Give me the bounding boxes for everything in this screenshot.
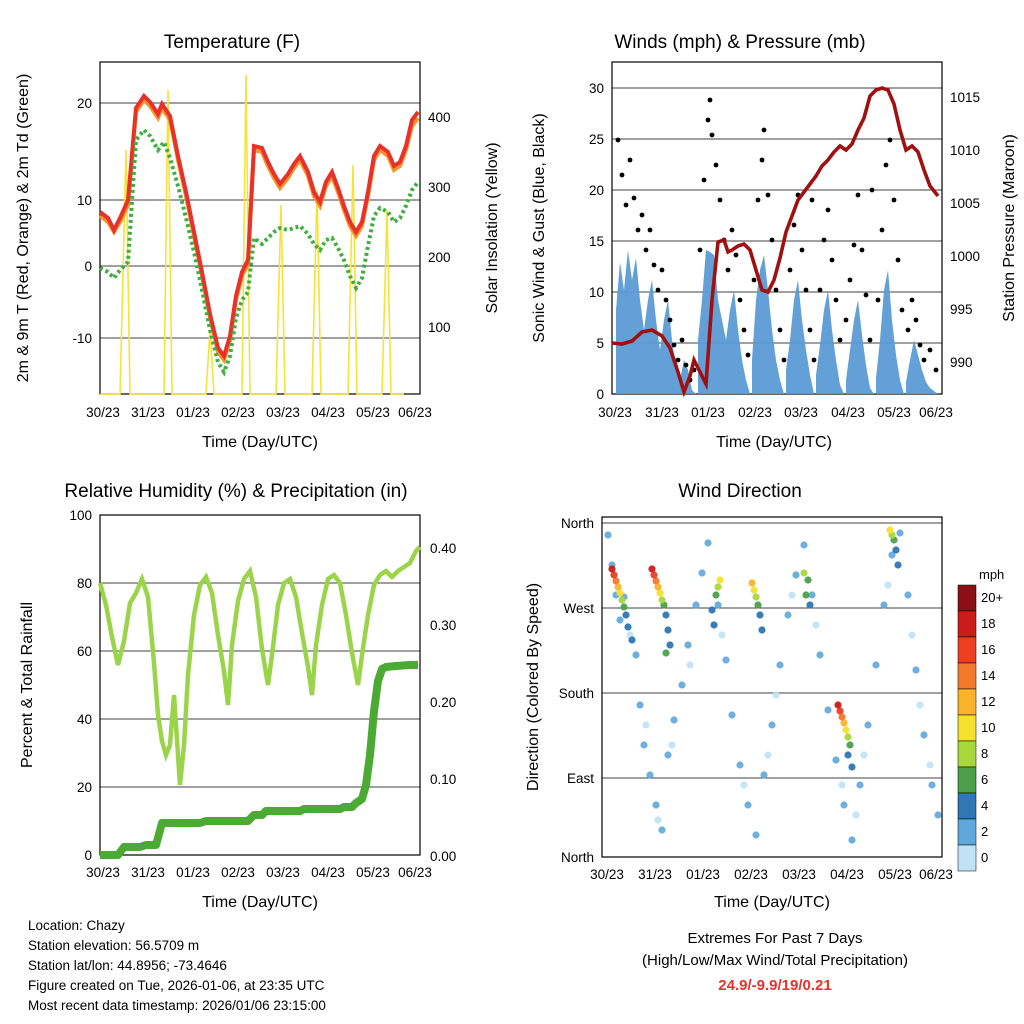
- extremes-summary: [540, 928, 1010, 997]
- winds-yticks-left: [589, 81, 604, 402]
- xtick: 03/23: [266, 405, 300, 420]
- wind-direction-yticks: [559, 516, 595, 865]
- xtick: 01/23: [691, 405, 725, 420]
- ytick-right: 995: [950, 302, 973, 317]
- wind-direction-xlabel: Time (Day/UTC): [714, 894, 830, 911]
- xtick: 30/23: [86, 405, 120, 420]
- station-metadata: [28, 916, 326, 1016]
- panel-temperature: [0, 0, 512, 455]
- colorbar-label: 12: [981, 694, 996, 709]
- ytick: -10: [72, 331, 92, 346]
- ytick: 80: [76, 576, 92, 591]
- xtick: 31/23: [645, 405, 679, 420]
- ytick: 100: [69, 508, 92, 523]
- wind-direction-xticks: [590, 867, 953, 882]
- recent-data-text: Most recent data timestamp: 2026/01/06 23:15:00: [28, 998, 326, 1013]
- colorbar-label: 10: [981, 720, 996, 735]
- temperature-title: Temperature (F): [163, 32, 301, 53]
- xtick: 06/23: [398, 865, 432, 880]
- ytick-right: 0.10: [430, 772, 457, 787]
- colorbar-label: 20+: [981, 590, 1004, 605]
- humidity-xlabel: Time (Day/UTC): [202, 894, 318, 911]
- extremes-line1: Extremes For Past 7 Days: [687, 930, 863, 947]
- winds-ylabel-left: Sonic Wind & Gust (Blue, Black): [531, 113, 548, 343]
- extremes-line2: (High/Low/Max Wind/Total Precipitation): [642, 952, 908, 969]
- xtick: 02/23: [221, 865, 255, 880]
- panel-wind-direction: [512, 455, 1024, 915]
- figure-created-text: Figure created on Tue, 2026-01-06, at 23:35 UTC: [28, 978, 325, 993]
- wind-direction-points: [604, 526, 941, 843]
- xtick: 06/23: [919, 405, 953, 420]
- ytick-right: 1000: [950, 249, 981, 264]
- temperature-xticks: [86, 405, 432, 420]
- ytick: 10: [588, 285, 604, 300]
- xtick: 31/23: [638, 867, 672, 882]
- ytick: North: [560, 850, 594, 865]
- humidity-axes: [100, 515, 420, 855]
- panel-winds: [512, 0, 1024, 455]
- temperature-yticks-left: [72, 96, 92, 346]
- xtick: 03/23: [782, 867, 816, 882]
- colorbar-label: 8: [981, 746, 989, 761]
- xtick: 01/23: [176, 865, 210, 880]
- colorbar-label: 6: [981, 772, 989, 787]
- colorbar-label: 18: [981, 616, 996, 631]
- xtick: 04/23: [311, 865, 345, 880]
- xtick: 30/23: [590, 867, 624, 882]
- temperature-axes: [100, 62, 420, 394]
- elevation-text: Station elevation: 56.5709 m: [28, 938, 200, 953]
- ytick: 20: [588, 183, 604, 198]
- wind-speed-colorbar: [958, 567, 1004, 871]
- xtick: 02/23: [734, 867, 768, 882]
- ytick: 30: [588, 81, 604, 96]
- xtick: 02/23: [221, 405, 255, 420]
- ytick: South: [558, 686, 594, 701]
- xtick: 04/23: [830, 867, 864, 882]
- winds-chart: [512, 0, 1024, 455]
- humidity-yticks-left: [69, 508, 92, 863]
- panel-humidity: [0, 455, 512, 915]
- winds-title: Winds (mph) & Pressure (mb): [614, 32, 866, 53]
- ytick-right: 0.30: [430, 618, 457, 633]
- xtick: 05/23: [878, 867, 912, 882]
- ytick: 10: [76, 193, 92, 208]
- colorbar-label: 2: [981, 824, 989, 839]
- winds-xlabel: Time (Day/UTC): [716, 434, 832, 451]
- ytick-right: 1010: [950, 143, 981, 158]
- xtick: 05/23: [877, 405, 911, 420]
- temperature-chart: [0, 0, 512, 455]
- xtick: 01/23: [686, 867, 720, 882]
- wind-direction-title: Wind Direction: [678, 481, 802, 502]
- xtick: 04/23: [831, 405, 865, 420]
- ytick-right: 300: [428, 180, 451, 195]
- extremes-values: 24.9/-9.9/19/0.21: [718, 977, 832, 994]
- ytick: 25: [588, 132, 604, 147]
- total-rainfall-series: [100, 665, 418, 855]
- ytick: East: [566, 771, 594, 786]
- ytick-right: 0.00: [430, 849, 457, 864]
- ytick-right: 100: [428, 320, 451, 335]
- colorbar-label: 4: [981, 798, 989, 813]
- ytick: 40: [76, 712, 92, 727]
- ytick: 0: [84, 259, 92, 274]
- xtick: 05/23: [356, 405, 390, 420]
- ytick: 60: [76, 644, 92, 659]
- wind-direction-chart: [512, 455, 1024, 915]
- winds-ylabel-right: Station Pressure (Maroon): [1001, 134, 1018, 322]
- colorbar-label: 16: [981, 642, 996, 657]
- xtick: 31/23: [131, 865, 165, 880]
- ytick: 20: [76, 96, 92, 111]
- xtick: 05/23: [356, 865, 390, 880]
- ytick-right: 400: [428, 110, 451, 125]
- xtick: 06/23: [919, 867, 953, 882]
- ytick-right: 200: [428, 250, 451, 265]
- ytick-right: 0.20: [430, 695, 457, 710]
- ytick: 15: [588, 234, 604, 249]
- temperature-ylabel-right: Solar Insolation (Yellow): [484, 142, 501, 314]
- ytick: 5: [596, 336, 604, 351]
- location-text: Location: Chazy: [28, 918, 125, 933]
- xtick: 03/23: [784, 405, 818, 420]
- humidity-yticks-right: [430, 541, 456, 864]
- ytick: North: [560, 516, 594, 531]
- colorbar-title: mph: [979, 567, 1005, 582]
- xtick: 03/23: [266, 865, 300, 880]
- xtick: 30/23: [598, 405, 632, 420]
- colorbar-label: 14: [981, 668, 996, 683]
- ytick-right: 1005: [950, 196, 981, 211]
- xtick: 06/23: [398, 405, 432, 420]
- xtick: 01/23: [176, 405, 210, 420]
- ytick-right: 1015: [950, 90, 981, 105]
- temperature-ylabel-left: 2m & 9m T (Red, Orange) & 2m Td (Green): [15, 73, 32, 383]
- xtick: 31/23: [131, 405, 165, 420]
- humidity-ylabel-left: Percent & Total Rainfall: [19, 601, 36, 769]
- latlon-text: Station lat/lon: 44.8956; -73.4646: [28, 958, 227, 973]
- ytick: 0: [596, 387, 604, 402]
- ytick-right: 0.40: [430, 541, 457, 556]
- humidity-title: Relative Humidity (%) & Precipitation (in): [64, 481, 408, 502]
- xtick: 30/23: [86, 865, 120, 880]
- ytick: 0: [84, 848, 92, 863]
- humidity-chart: [0, 455, 512, 915]
- ytick: West: [563, 601, 594, 616]
- xtick: 04/23: [311, 405, 345, 420]
- winds-xticks: [598, 405, 953, 420]
- ytick: 20: [76, 780, 92, 795]
- humidity-xticks: [86, 865, 432, 880]
- xtick: 02/23: [738, 405, 772, 420]
- winds-yticks-right: [950, 90, 980, 370]
- temperature-xlabel: Time (Day/UTC): [202, 434, 318, 451]
- wind-direction-ylabel: Direction (Colored By Speed): [525, 582, 542, 792]
- ytick-right: 990: [950, 355, 973, 370]
- temperature-yticks-right: [428, 110, 451, 335]
- colorbar-label: 0: [981, 850, 989, 865]
